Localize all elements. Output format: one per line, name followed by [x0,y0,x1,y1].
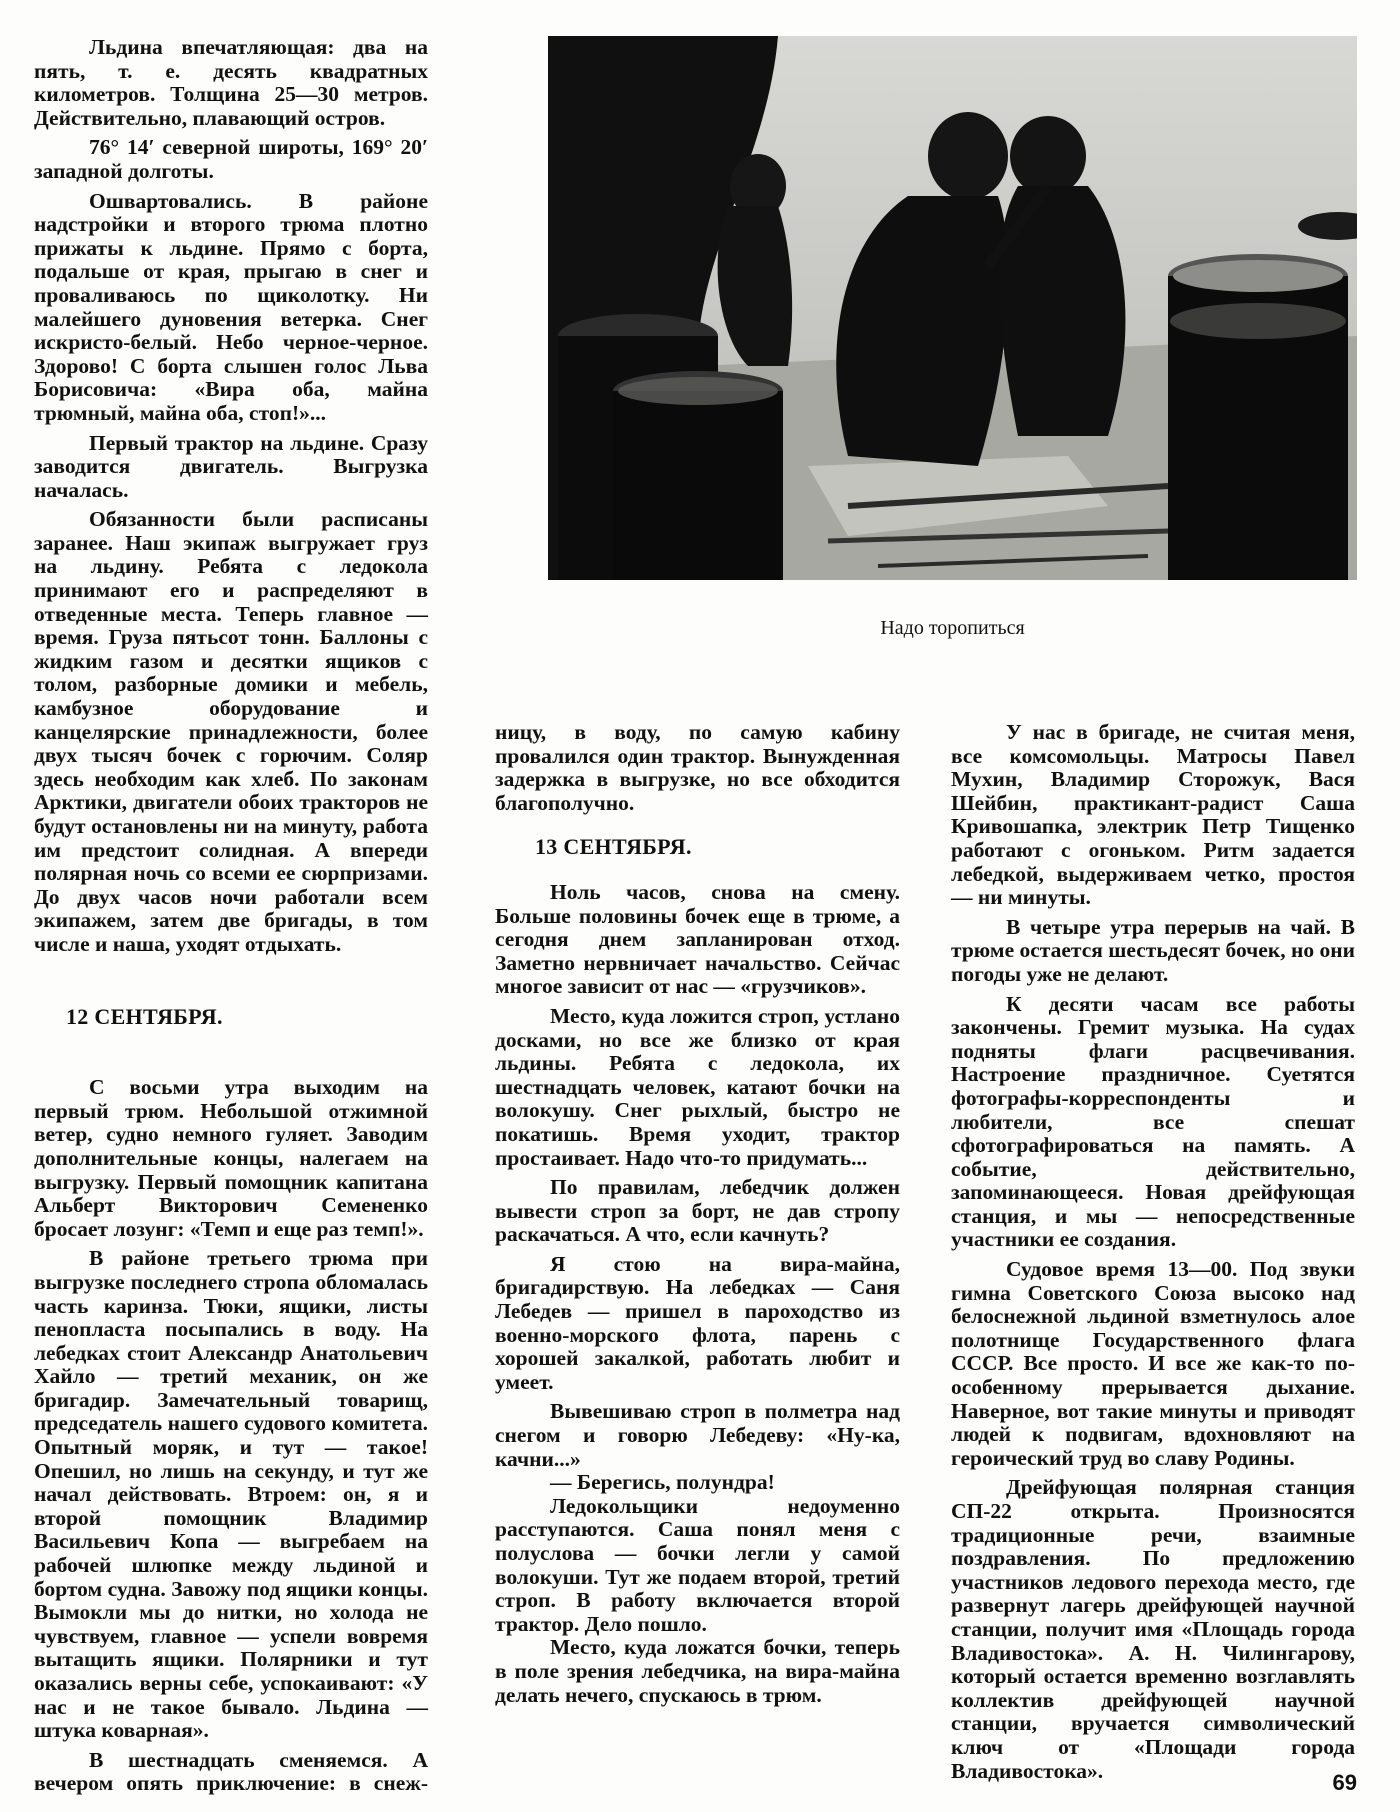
text-column-1 [34,36,428,1802]
paragraph: Место, куда ложится строп, устлано досками, но все же близко от края льдины. Ребята с ледокола, их шестнадцать человек, катают бочки на волокушу. Снег рыхлый, быстро не покатишь. Время уходит, трактор простаивает. Надо что-то придумать... [495,1003,900,1170]
section-heading-sept-12: 12 СЕНТЯБРЯ. [66,1003,223,1029]
paragraph: — Берегись, полундра! [550,1470,775,1495]
photo-illustration [548,36,1357,580]
paragraph: Судовое время 13—00. Под звуки гимна Советского Союза высоко над белоснежной льдиной взметнулось алое полотнище Государственного флага СССР. Все просто. И все же как-то по-особенному прерывается дыхание. Наверное, вот такие минуты и приводят людей к подвигам, вдохновляют на героический труд во славу Родины. [951,1257,1355,1470]
paragraph: В шестнадцать сменяемся. А вечером опять приключение: в снеж- [34,1747,428,1796]
paragraph: У нас в бригаде, не считая меня, все комсомольцы. Матросы Павел Мухин, Владимир Сторожук, Вася Шейбин, практикант-радист Саша Кривошапка, электрик Петр Тищенко работают с огоньком. Ритм задается лебедкой, выдерживаем четко, простоя — ни минуты. [951,720,1355,910]
paragraph: Ледокольщики недоуменно расступаются. Саша понял меня с полуслова — бочки легли у самой волокуши. Тут же подаем второй, третий строп. В работу включается второй трактор. Дело пошло. [495,1493,900,1636]
paragraph: В четыре утра перерыв на чай. В трюме остается шестьдесят бочек, но они погоды уже не делают. [951,914,1355,986]
page-number: 69 [1332,1770,1357,1795]
paragraph: Дрейфующая полярная станция СП-22 открыта. Произносятся традиционные речи, взаимные поздравления. По предложению участников ледового перехода место, где развернут лагерь дрейфующей научной станции, получит имя «Площадь города Владивостока». А. Н. Чилингарову, который остается временно возглавлять коллектив дрейфующей научной станции, вручается символический ключ от «Площади города Владивостока». [951,1475,1355,1783]
paragraph: 76° 14′ северной широты, 169° 20′ западной долготы. [34,135,428,183]
paragraph: По правилам, лебедчик должен вывести строп за борт, не дав стропу раскачаться. А что, если качнуть? [495,1175,900,1247]
paragraph: В районе третьего трюма при выгрузке последнего стропа обломалась часть каринза. Тюки, ящики, листы пенопласта посыпались в воду. На лебедках стоит Александр Анатольевич Хайло — третий механик, он же бригадир. Замечательный товарищ, председатель нашего судового комитета. Опытный моряк, и тут — такое! Опешил, но лишь на секунду, и тут же начал действовать. Втроем: он, я и второй помощник Владимир Васильевич Копа — выгребаем на рабочей шлюпке между льдиной и бортом судна. Завожу под ящики концы. Вымокли мы до нитки, но холода не чувствуем, главное — успели вовремя вытащить ящики. Полярники и тут оказались верны себе, успокаивают: «У нас и не такое бывало. Льдина — штука коварная». [34,1246,428,1743]
paragraph: Ошвартовались. В районе надстройки и второго трюма плотно прижаты к льдине. Прямо с борта, подальше от края, прыгаю в снег и проваливаюсь по щиколотку. Ни малейшего дуновения ветерка. Снег искристо-белый. Небо черное-черное. Здорово! С борта слышен голос Льва Борисовича: «Вира оба, майна трюмный, майна оба, стоп!»... [34,188,428,425]
paragraph: Вывешиваю строп в полметра над снегом и говорю Лебедеву: «Ну-ка, качни...» [495,1399,900,1471]
section-heading-sept-13: 13 СЕНТЯБРЯ. [535,834,692,860]
paragraph: Я стою на вира-майна, бригадирствую. На лебедках — Саня Лебедев — пришел в пароходство из военно-морского флота, парень с хорошей закалкой, работать любит и умеет. [495,1251,900,1394]
photo-caption: Надо торопиться [880,617,1025,639]
paragraph: Льдина впечатляющая: два на пять, т. е. десять квадратных километров. Толщина 25—30 метров. Действительно, плавающий остров. [34,35,428,130]
text-column-3 [951,721,1355,1789]
text-column-2 [495,721,900,1713]
paragraph: Ноль часов, снова на смену. Больше половины бочек еще в трюме, а сегодня днем запланирован отход. Заметно нервничает начальство. Сейчас многое зависит от нас — «грузчиков». [495,879,900,999]
paragraph: С восьми утра выходим на первый трюм. Небольшой отжимной ветер, судно немного гуляет. Заводим дополнительные концы, налегаем на выгрузку. Первый помощник капитана Альберт Викторович Семененко бросает лозунг: «Темп и еще раз темп!». [34,1075,428,1241]
paragraph: Первый трактор на льдине. Сразу заводится двигатель. Выгрузка началась. [34,430,428,502]
paragraph: Обязанности были расписаны заранее. Наш экипаж выгружает груз на льдину. Ребята с ледокола принимают его и распределяют в отведенные места. Теперь главное — время. Груза пятьсот тонн. Баллоны с жидким газом и десятки ящиков с толом, разборные домики и мебель, камбузное оборудование и канцелярские принадлежности, более двух тысяч бочек с горючим. Соляр здесь необходим как хлеб. По законам Арктики, двигатели обоих тракторов не будут остановлены ни на минуту, работа им предстоит солидная. А впереди полярная ночь со всеми ее сюрпризами. До двух часов ночи работали всем экипажем, затем две бригады, в том числе и наша, уходят отдыхать. [34,507,428,956]
paragraph: К десяти часам все работы закончены. Гремит музыка. На судах подняты флаги расцвечивания. Настроение праздничное. Суетятся фотографы-корреспонденты и любители, все спешат сфотографироваться на память. А событие, действительно, запоминающееся. Новая дрейфующая станция, и мы — непосредственные участники ее создания. [951,991,1355,1252]
paragraph: Место, куда ложатся бочки, теперь в поле зрения лебедчика, на вира-майна делать нечего, спускаюсь в трюм. [495,1635,900,1707]
photo-workers-on-ice [548,36,1357,580]
paragraph: ницу, в воду, по самую кабину провалился один трактор. Вынужденная задержка в выгрузке, но все обходится благополучно. [495,720,900,815]
